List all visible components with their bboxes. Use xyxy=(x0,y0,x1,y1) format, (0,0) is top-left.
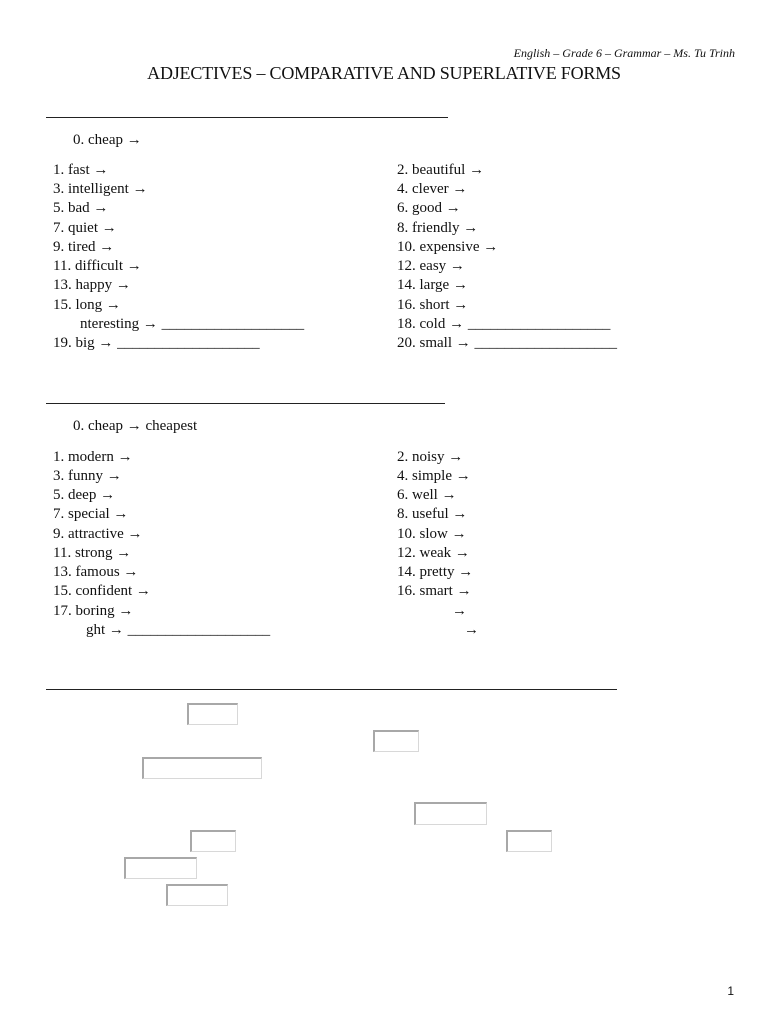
s1-left-item: 3. intelligent → xyxy=(53,181,148,197)
s2-left-item: 3. funny → xyxy=(53,468,122,484)
s2-right-item: 4. simple → xyxy=(397,468,471,484)
answer-box[interactable] xyxy=(373,730,419,752)
page-title: ADJECTIVES – COMPARATIVE AND SUPERLATIVE FORMS xyxy=(147,63,621,83)
s2-left-item: 1. modern → xyxy=(53,449,133,465)
section-1-divider xyxy=(46,117,448,118)
section-2-example: 0. cheap → cheapest xyxy=(73,418,198,434)
section-3-divider xyxy=(46,689,617,690)
s1-right-item: 2. beautiful → xyxy=(397,162,485,178)
header-meta: English – Grade 6 – Grammar – Ms. Tu Trinh xyxy=(513,46,735,60)
s2-left-item: 15. confident → xyxy=(53,583,151,599)
answer-box[interactable] xyxy=(166,884,228,906)
answer-box[interactable] xyxy=(506,830,552,852)
answer-box[interactable] xyxy=(142,757,262,779)
s2-right-item: 14. pretty → xyxy=(397,564,474,580)
s1-left-item: 15. long → xyxy=(53,297,121,313)
answer-box[interactable] xyxy=(124,857,197,879)
s1-right-item: 18. cold → ___________________ xyxy=(397,316,611,332)
s1-right-item: 10. expensive → xyxy=(397,239,499,255)
s2-left-item: 17. boring → xyxy=(53,603,134,619)
s1-right-item: 6. good → xyxy=(397,200,461,216)
s1-left-item: 11. difficult → xyxy=(53,258,142,274)
answer-box[interactable] xyxy=(414,802,487,825)
s2-right-item: 10. slow → xyxy=(397,526,467,542)
s2-left-item: 11. strong → xyxy=(53,545,132,561)
s2-left-item: 5. deep → xyxy=(53,487,116,503)
s1-left-item: 9. tired → xyxy=(53,239,115,255)
s1-right-item: 16. short → xyxy=(397,297,469,313)
s1-right-item: 8. friendly → xyxy=(397,220,479,236)
s2-left-item: 9. attractive → xyxy=(53,526,143,542)
s2-left-item: 13. famous → xyxy=(53,564,139,580)
s1-left-item: 1. fast → xyxy=(53,162,109,178)
s2-right-item: 6. well → xyxy=(397,487,457,503)
s1-left-item: nteresting → ___________________ xyxy=(80,316,305,332)
answer-box[interactable] xyxy=(187,703,238,725)
s1-left-item: 19. big → ___________________ xyxy=(53,335,260,351)
s1-left-item: 7. quiet → xyxy=(53,220,117,236)
page-number: 1 xyxy=(727,984,734,998)
section-2-divider xyxy=(46,403,445,404)
s2-right-item: → xyxy=(464,622,479,638)
answer-box[interactable] xyxy=(190,830,236,852)
section-1-example: 0. cheap → xyxy=(73,132,142,148)
s1-left-item: 13. happy → xyxy=(53,277,131,293)
s2-right-item: 2. noisy → xyxy=(397,449,464,465)
s1-right-item: 12. easy → xyxy=(397,258,465,274)
s1-right-item: 20. small → ___________________ xyxy=(397,335,617,351)
s2-right-item: → xyxy=(452,603,467,619)
s1-right-item: 4. clever → xyxy=(397,181,468,197)
s1-left-item: 5. bad → xyxy=(53,200,109,216)
s1-right-item: 14. large → xyxy=(397,277,468,293)
s2-right-item: 16. smart → xyxy=(397,583,472,599)
s2-left-item: 7. special → xyxy=(53,506,129,522)
s2-right-item: 12. weak → xyxy=(397,545,470,561)
s2-left-item: ght → ___________________ xyxy=(86,622,271,638)
s2-right-item: 8. useful → xyxy=(397,506,468,522)
